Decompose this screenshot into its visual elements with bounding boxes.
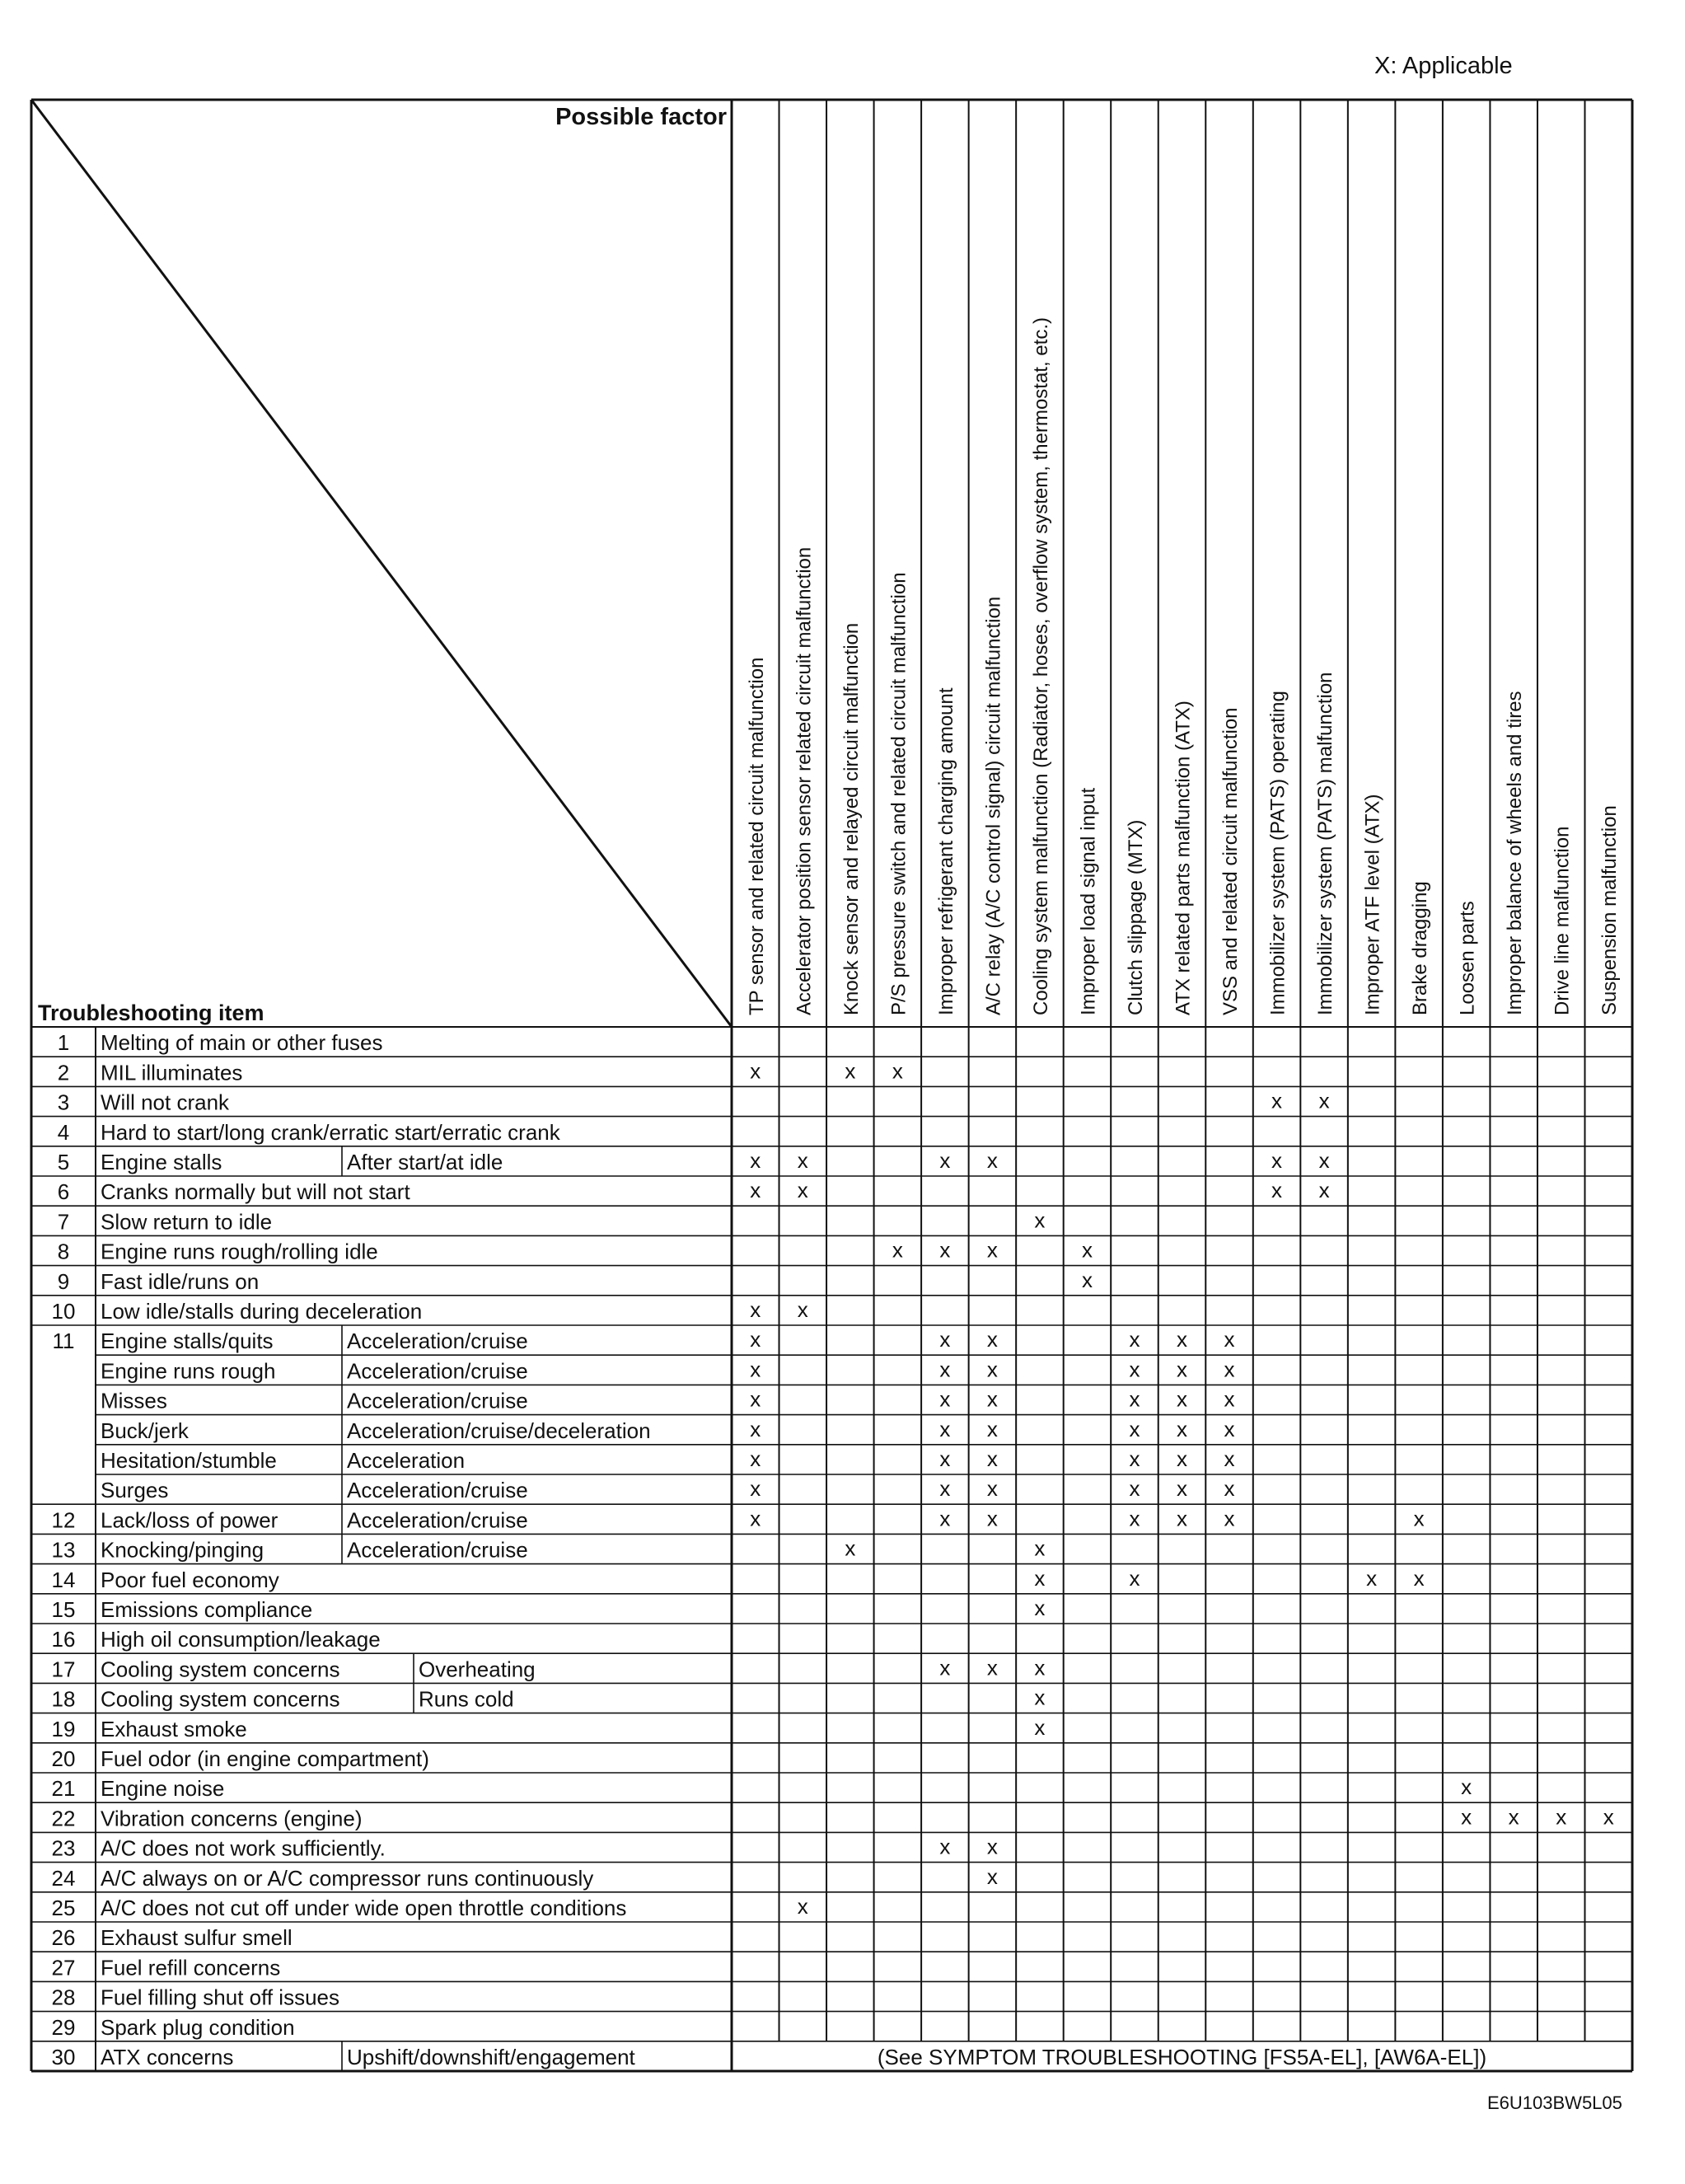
row-number: 1 — [57, 1030, 70, 1056]
applicable-mark: x — [750, 1386, 761, 1412]
applicable-mark: x — [750, 1476, 761, 1502]
row-number: 26 — [51, 1925, 76, 1951]
row-number: 16 — [51, 1627, 76, 1652]
applicable-mark: x — [1081, 1237, 1093, 1263]
row-number: 10 — [51, 1299, 76, 1324]
applicable-mark: x — [1366, 1565, 1378, 1591]
applicable-mark: x — [1224, 1506, 1235, 1531]
row-item: Exhaust smoke — [101, 1716, 247, 1741]
factor-header: Accelerator position sensor related circuit malfunction — [793, 546, 816, 1015]
row-number: 29 — [51, 2014, 76, 2040]
row-condition: Acceleration/cruise — [347, 1537, 528, 1563]
factor-header: ATX related parts malfunction (ATX) — [1172, 701, 1195, 1015]
applicable-mark: x — [1271, 1088, 1283, 1113]
applicable-mark: x — [986, 1446, 998, 1471]
table-row — [52, 1717, 247, 1741]
applicable-mark: x — [1224, 1327, 1235, 1352]
applicable-mark: x — [986, 1476, 998, 1502]
row-number: 19 — [51, 1716, 76, 1741]
table-row — [101, 1358, 528, 1383]
possible-factor-label: Possible factor — [555, 104, 727, 130]
table-row — [52, 1687, 514, 1712]
table-row — [101, 1448, 465, 1473]
row-condition: Acceleration/cruise — [347, 1329, 528, 1354]
table-row — [52, 1568, 279, 1592]
applicable-mark: x — [986, 1863, 998, 1889]
row-number: 27 — [51, 1955, 76, 1980]
row-number: 17 — [51, 1657, 76, 1682]
applicable-mark: x — [939, 1655, 951, 1680]
row-item: MIL illuminates — [101, 1060, 243, 1085]
row-item: High oil consumption/leakage — [101, 1627, 381, 1652]
applicable-mark: x — [1318, 1088, 1330, 1113]
applicable-mark: x — [750, 1297, 761, 1322]
applicable-mark: x — [1224, 1357, 1235, 1382]
applicable-mark: x — [750, 1148, 761, 1173]
factor-header: Brake dragging — [1409, 881, 1432, 1015]
row-item: Fuel odor (in engine compartment) — [101, 1746, 429, 1771]
row-number: 5 — [57, 1150, 70, 1174]
row-condition: Upshift/downshift/engagement — [347, 2045, 635, 2069]
applicable-mark: x — [750, 1416, 761, 1441]
row-note: (See SYMPTOM TROUBLESHOOTING [FS5A-EL], [AW6A-EL]) — [877, 2045, 1487, 2069]
row-item: Engine runs rough/rolling idle — [101, 1239, 378, 1264]
row-item: Surges — [101, 1478, 169, 1503]
applicable-mark: x — [797, 1297, 808, 1322]
applicable-mark: x — [750, 1178, 761, 1203]
applicable-mark: x — [1129, 1386, 1140, 1412]
factor-header: Cooling system malfunction (Radiator, hoses, overflow system, thermostat, etc.) — [1029, 317, 1052, 1015]
applicable-mark: x — [1129, 1476, 1140, 1502]
row-number: 20 — [51, 1746, 76, 1771]
row-item: Slow return to idle — [101, 1209, 273, 1235]
row-item: A/C does not work sufficiently. — [101, 1835, 386, 1861]
row-item: Hesitation/stumble — [101, 1448, 277, 1473]
row-number: 2 — [57, 1060, 70, 1085]
row-item: Engine noise — [101, 1776, 225, 1802]
row-item: Will not crank — [101, 1090, 230, 1115]
row-item: Engine stalls/quits — [101, 1329, 274, 1354]
factor-header: Improper load signal input — [1077, 787, 1100, 1015]
row-item: Spark plug condition — [101, 2014, 295, 2040]
factor-header: Loosen parts — [1456, 901, 1479, 1015]
applicable-mark: x — [1177, 1357, 1187, 1382]
table-row — [58, 1090, 230, 1115]
applicable-mark: x — [1461, 1774, 1472, 1800]
applicable-mark: x — [1224, 1476, 1235, 1502]
row-item: Poor fuel economy — [101, 1567, 279, 1592]
applicable-mark: x — [845, 1058, 856, 1084]
applicable-mark: x — [1508, 1804, 1519, 1830]
applicable-mark: x — [986, 1506, 998, 1531]
applicable-mark: x — [1224, 1446, 1235, 1471]
applicable-mark: x — [1177, 1327, 1187, 1352]
factor-header: Improper ATF level (ATX) — [1361, 794, 1384, 1015]
table-row — [52, 1597, 313, 1622]
table-row — [52, 1746, 429, 1771]
row-item: Hard to start/long crank/erratic start/erratic crank — [101, 1119, 560, 1145]
applicable-mark: x — [986, 1416, 998, 1441]
applicable-mark: x — [1034, 1207, 1046, 1233]
row-item: Emissions compliance — [101, 1597, 313, 1622]
row-condition: Overheating — [419, 1657, 536, 1682]
row-item: Fuel refill concerns — [101, 1955, 281, 1980]
applicable-mark: x — [986, 1655, 998, 1680]
row-item: Cranks normally but will not start — [101, 1179, 410, 1205]
table-row — [52, 1507, 528, 1532]
row-number: 9 — [57, 1268, 70, 1294]
applicable-mark: x — [939, 1148, 951, 1173]
factor-header: Immobilizer system (PATS) operating — [1266, 691, 1289, 1015]
applicable-mark: x — [939, 1834, 951, 1859]
factor-header: VSS and related circuit malfunction — [1219, 707, 1243, 1015]
row-number: 12 — [51, 1507, 76, 1533]
applicable-mark: x — [1081, 1267, 1093, 1292]
applicable-mark: x — [892, 1058, 903, 1084]
table-row — [58, 1240, 378, 1264]
row-number: 6 — [57, 1179, 70, 1205]
applicable-mark: x — [797, 1148, 808, 1173]
applicable-mark: x — [939, 1386, 951, 1412]
applicable-mark: x — [939, 1506, 951, 1531]
table-row — [58, 1060, 243, 1085]
row-item: Cooling system concerns — [101, 1686, 340, 1712]
applicable-mark: x — [750, 1446, 761, 1471]
factor-header: P/S pressure switch and related circuit malfunction — [887, 572, 910, 1015]
applicable-mark: x — [986, 1357, 998, 1382]
row-item: Cooling system concerns — [101, 1657, 340, 1682]
row-number: 11 — [52, 1329, 75, 1354]
applicable-mark: x — [1271, 1148, 1283, 1173]
applicable-mark: x — [892, 1237, 903, 1263]
factor-header: TP sensor and related circuit malfunction — [745, 657, 768, 1015]
row-item: Exhaust sulfur smell — [101, 1925, 293, 1951]
applicable-mark: x — [1177, 1386, 1187, 1412]
table-row — [52, 1299, 423, 1324]
row-item: A/C always on or A/C compressor runs continuously — [101, 1865, 594, 1891]
row-number: 23 — [51, 1835, 76, 1861]
applicable-mark: x — [750, 1357, 761, 1382]
row-condition: Acceleration/cruise — [347, 1388, 528, 1413]
table-row — [58, 1120, 561, 1145]
applicable-mark: x — [1556, 1804, 1567, 1830]
applicable-mark: x — [939, 1327, 951, 1352]
row-item: A/C does not cut off under wide open throttle conditions — [101, 1896, 627, 1920]
applicable-mark: x — [1034, 1565, 1046, 1591]
row-condition: Acceleration/cruise — [347, 1507, 528, 1533]
applicable-mark: x — [1177, 1446, 1187, 1471]
table-row — [101, 1418, 651, 1443]
applicable-mark: x — [939, 1357, 951, 1382]
applicable-mark: x — [1129, 1565, 1140, 1591]
row-item: Buck/jerk — [101, 1418, 189, 1443]
row-condition: After start/at idle — [347, 1150, 503, 1174]
factor-header: A/C relay (A/C control signal) circuit malfunction — [982, 596, 1005, 1015]
applicable-mark: x — [1224, 1386, 1235, 1412]
applicable-mark: x — [797, 1894, 808, 1919]
row-number: 14 — [51, 1567, 76, 1592]
applicable-mark: x — [986, 1237, 998, 1263]
factor-header: Immobilizer system (PATS) malfunction — [1314, 672, 1337, 1015]
applicable-mark: x — [939, 1416, 951, 1441]
applicable-mark: x — [939, 1476, 951, 1502]
factor-header: Improper balance of wheels and tires — [1504, 691, 1527, 1015]
factor-header: Improper refrigerant charging amount — [934, 687, 957, 1015]
row-number: 21 — [51, 1776, 76, 1802]
applicable-mark: x — [1129, 1357, 1140, 1382]
table-row — [52, 1806, 363, 1830]
row-number: 28 — [51, 1985, 76, 2010]
table-row — [52, 1627, 381, 1652]
row-number: 13 — [51, 1537, 76, 1563]
troubleshooting-item-label: Troubleshooting item — [38, 1001, 264, 1025]
row-condition: Acceleration/cruise — [347, 1478, 528, 1503]
table-row — [52, 1866, 594, 1891]
table-grid — [31, 100, 1632, 2071]
legend-applicable: X: Applicable — [1374, 53, 1513, 79]
applicable-mark: x — [1034, 1714, 1046, 1740]
applicable-mark: x — [1129, 1506, 1140, 1531]
applicable-mark: x — [1413, 1506, 1425, 1531]
row-item: Lack/loss of power — [101, 1507, 278, 1533]
row-item: Low idle/stalls during deceleration — [101, 1299, 423, 1324]
row-item: ATX concerns — [101, 2045, 234, 2069]
row-number: 15 — [51, 1597, 76, 1622]
applicable-mark: x — [1034, 1596, 1046, 1620]
table-row — [53, 1329, 528, 1353]
table-row — [58, 1150, 503, 1174]
row-number: 30 — [51, 2045, 76, 2069]
applicable-mark: x — [1034, 1535, 1046, 1561]
row-item: Engine stalls — [101, 1150, 222, 1174]
table-row — [101, 1389, 528, 1413]
applicable-mark: x — [1271, 1178, 1283, 1203]
applicable-mark: x — [986, 1327, 998, 1352]
applicable-mark: x — [1603, 1804, 1614, 1830]
factor-header: Suspension malfunction — [1598, 805, 1622, 1015]
row-condition: Acceleration — [347, 1448, 466, 1473]
row-item: Melting of main or other fuses — [101, 1030, 383, 1056]
row-number: 8 — [57, 1239, 70, 1264]
row-number: 3 — [57, 1090, 70, 1115]
row-number: 18 — [51, 1686, 76, 1712]
applicable-mark: x — [1034, 1685, 1046, 1710]
applicable-mark: x — [1129, 1327, 1140, 1352]
row-number: 4 — [57, 1119, 70, 1145]
table-row — [58, 1269, 259, 1294]
factor-header: Drive line malfunction — [1551, 826, 1574, 1015]
applicable-marks — [750, 1058, 1613, 1919]
applicable-mark: x — [1177, 1416, 1187, 1441]
applicable-mark: x — [1413, 1565, 1425, 1591]
applicable-mark: x — [1224, 1416, 1235, 1441]
applicable-mark: x — [1177, 1476, 1187, 1502]
applicable-mark: x — [750, 1327, 761, 1352]
row-condition: Acceleration/cruise — [347, 1358, 528, 1384]
table-row — [52, 2045, 1487, 2069]
applicable-mark: x — [1461, 1804, 1472, 1830]
applicable-mark: x — [1034, 1655, 1046, 1680]
row-condition: Runs cold — [419, 1686, 514, 1712]
row-item: Fuel filling shut off issues — [101, 1985, 339, 2010]
applicable-mark: x — [750, 1058, 761, 1084]
row-item: Misses — [101, 1388, 167, 1413]
table-row — [52, 1776, 225, 1801]
applicable-mark: x — [1129, 1416, 1140, 1441]
applicable-mark: x — [797, 1178, 808, 1203]
row-item: Fast idle/runs on — [101, 1268, 260, 1294]
applicable-mark: x — [986, 1386, 998, 1412]
applicable-mark: x — [939, 1237, 951, 1263]
factor-header: Clutch slippage (MTX) — [1124, 819, 1147, 1015]
table-row — [101, 1478, 528, 1502]
applicable-mark: x — [1318, 1178, 1330, 1203]
applicable-mark: x — [986, 1148, 998, 1173]
applicable-mark: x — [1177, 1506, 1187, 1531]
table-row — [52, 1985, 339, 2010]
header-diagonal — [31, 100, 732, 1027]
applicable-mark: x — [1318, 1148, 1330, 1173]
table-row — [52, 1836, 386, 1861]
image-code: E6U103BW5L05 — [1487, 2093, 1622, 2113]
applicable-mark: x — [1129, 1446, 1140, 1471]
table-row — [58, 1209, 272, 1234]
table-row — [52, 1896, 627, 1920]
row-number: 7 — [57, 1209, 70, 1235]
row-number: 25 — [51, 1896, 76, 1920]
applicable-mark: x — [845, 1535, 856, 1561]
factor-header: Knock sensor and relayed circuit malfunction — [840, 622, 863, 1015]
table-row — [52, 1657, 536, 1681]
row-number: 22 — [51, 1806, 76, 1831]
table-row — [52, 1538, 528, 1563]
applicable-mark: x — [750, 1506, 761, 1531]
table-row — [52, 2015, 295, 2040]
row-condition: Acceleration/cruise/deceleration — [347, 1418, 651, 1443]
table-row — [52, 1925, 293, 1950]
table-row — [58, 1179, 411, 1204]
row-item: Knocking/pinging — [101, 1537, 264, 1563]
applicable-mark: x — [939, 1446, 951, 1471]
table-row — [58, 1030, 383, 1055]
row-item: Engine runs rough — [101, 1358, 276, 1384]
row-item: Vibration concerns (engine) — [101, 1806, 363, 1831]
row-number: 24 — [51, 1865, 76, 1891]
table-row — [52, 1955, 281, 1980]
applicable-mark: x — [986, 1834, 998, 1859]
